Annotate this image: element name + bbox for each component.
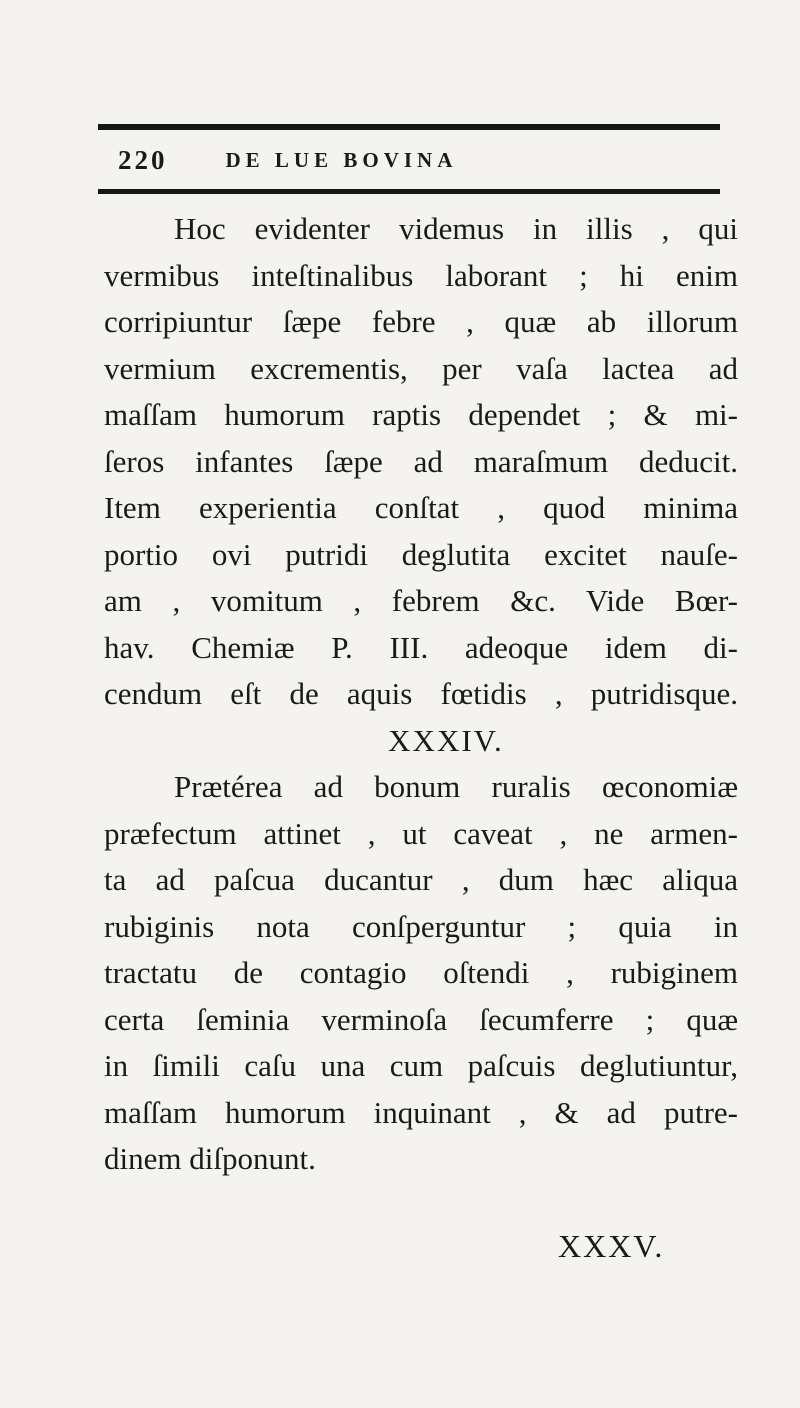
running-head: DE LUE BOVINA (225, 147, 458, 172)
text-line: hav. Chemiæ P. III. adeoque idem di- (104, 629, 738, 665)
text-line: ta ad paſcua ducantur , dum hæc aliqua (104, 862, 738, 897)
text-line: certa ſeminia verminoſa ſecumferre ; quæ (104, 1001, 738, 1037)
text-line: in ſimili caſu una cum paſcuis deglutiuntur, (104, 1048, 738, 1083)
text-line: maſſam humorum raptis dependet ; & mi- (104, 397, 738, 432)
page-header (118, 138, 457, 182)
text-line: Hoc evidenter videmus in illis , qui (174, 211, 738, 246)
text-line: Item experientia conſtat , quod minima (104, 490, 738, 525)
text-line: vermibus inteſtinalibus laborant ; hi enim (104, 257, 738, 293)
section-heading: XXXIV. (388, 722, 504, 758)
text-line: maſſam humorum inquinant , & ad putre- (104, 1094, 738, 1130)
text-line: rubiginis nota conſperguntur ; quia in (104, 908, 738, 944)
header-rule-top (98, 124, 720, 130)
text-line: corripiuntur ſæpe febre , quæ ab illorum (104, 304, 738, 339)
text-line: cendum eſt de aquis fœtidis , putridisque. (104, 676, 738, 711)
text-line: am , vomitum , febrem &c. Vide Bœr- (104, 583, 738, 618)
text-line: ſeros infantes ſæpe ad maraſmum deducit. (104, 443, 738, 479)
text-line: Prætérea ad bonum ruralis œconomiæ (174, 769, 738, 804)
text-line: tractatu de contagio oſtendi , rubiginem (104, 955, 738, 990)
text-line: portio ovi putridi deglutita excitet nauſe- (104, 536, 738, 572)
text-line: dinem diſponunt. (104, 1141, 316, 1176)
text-line: vermium excrementis, per vaſa lactea ad (104, 350, 738, 386)
page-number: 220 (118, 144, 168, 175)
catchword: XXXV. (558, 1228, 665, 1264)
text-line: præfectum attinet , ut caveat , ne armen- (104, 815, 738, 851)
header-rule-bottom (98, 189, 720, 194)
body-text (104, 206, 738, 1183)
